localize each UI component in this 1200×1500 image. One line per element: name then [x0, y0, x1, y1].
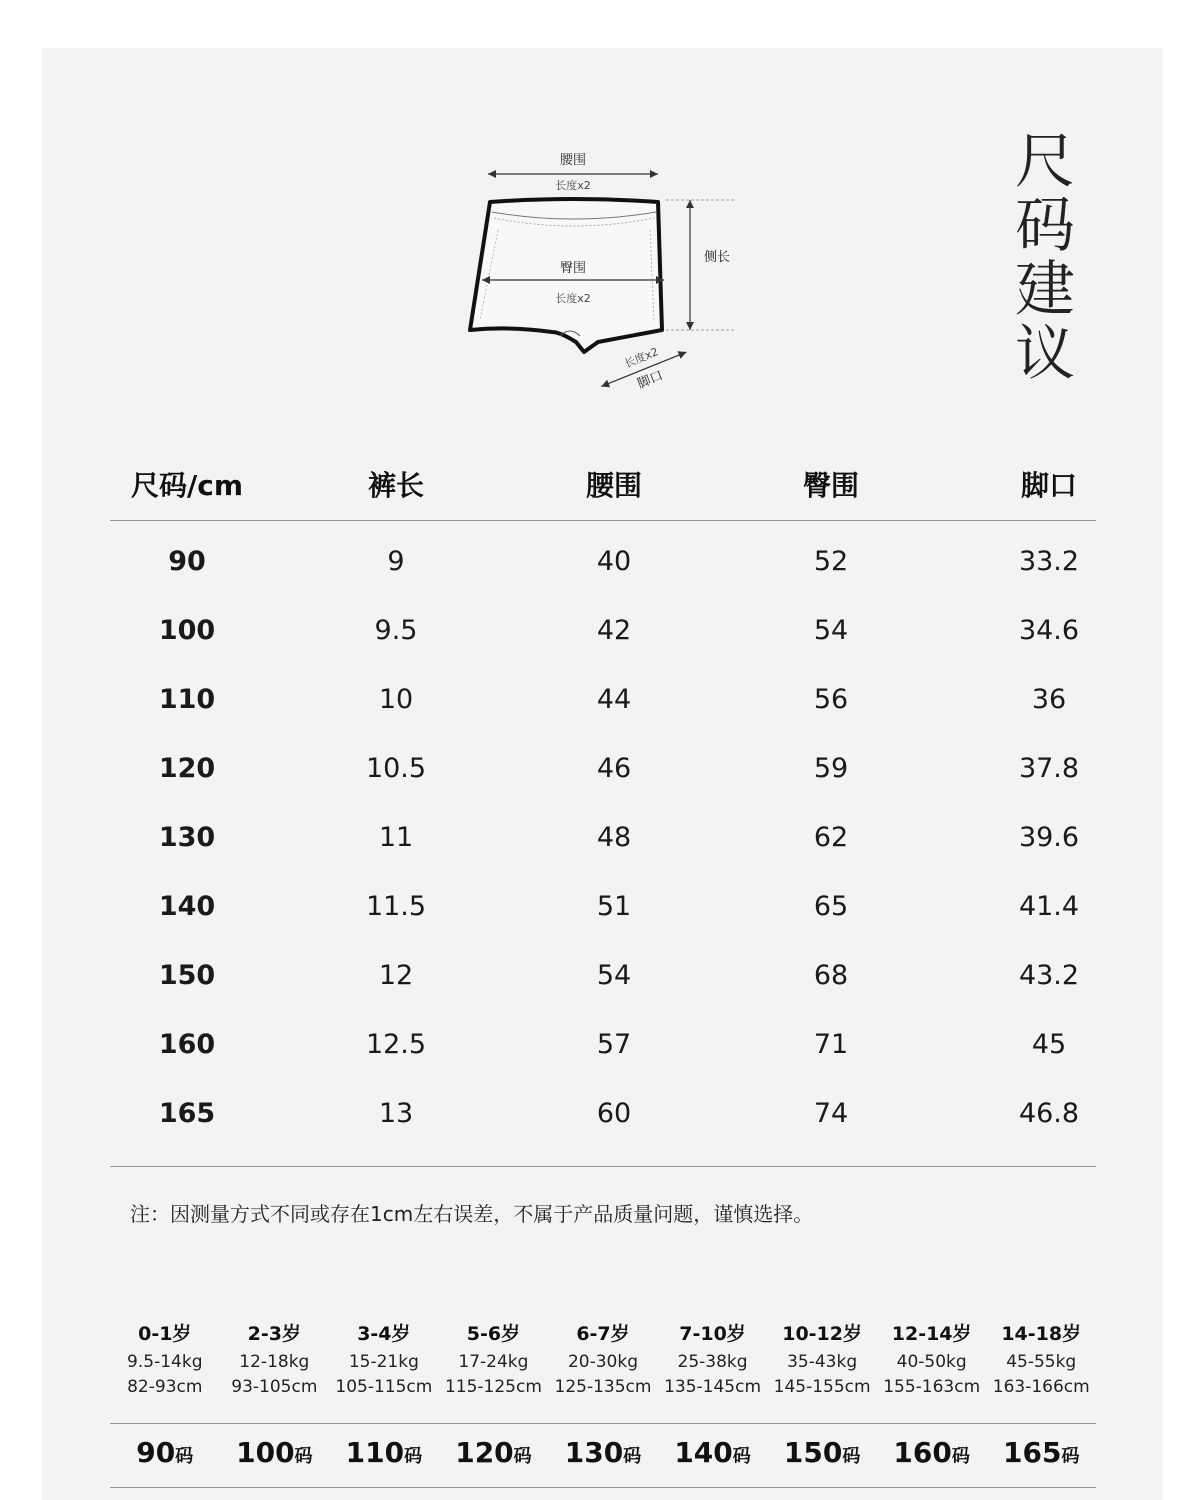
age-guide	[110, 1318, 1096, 1488]
cell-size: 110	[158, 684, 216, 715]
cell-waist: 40	[596, 546, 632, 577]
cell-size: 150	[158, 960, 216, 991]
page-title	[1012, 127, 1078, 389]
cell-waist: 46	[596, 753, 632, 784]
cell-leg: 37.8	[1018, 753, 1080, 784]
age-divider-bottom	[110, 1487, 1096, 1488]
size-code-row	[110, 1436, 1096, 1476]
table-row	[110, 822, 1096, 862]
cell-hip: 71	[813, 1029, 849, 1060]
waist-label: 腰围	[559, 153, 587, 168]
note-text: 注：因测量方式不同或存在1cm左右误差，不属于产品质量问题，谨慎选择。	[130, 1202, 814, 1226]
table-header	[110, 448, 1096, 521]
cell-length: 10.5	[365, 753, 427, 784]
age-divider-top	[110, 1423, 1096, 1424]
height-range: 135-145cm	[664, 1377, 762, 1397]
age-label: 10-12岁	[782, 1323, 862, 1345]
cell-length: 11.5	[365, 891, 427, 922]
cell-hip: 65	[813, 891, 849, 922]
age-column	[658, 1318, 768, 1400]
height-range: 93-105cm	[231, 1377, 318, 1397]
height-range: 82-93cm	[127, 1377, 203, 1397]
waist-sub-label: 长度x2	[555, 179, 591, 192]
age-label: 0-1岁	[138, 1323, 192, 1345]
table-row	[110, 1098, 1096, 1138]
title-char: 码	[1015, 191, 1075, 261]
size-code-number: 120	[455, 1436, 514, 1469]
age-label: 14-18岁	[1001, 1323, 1082, 1345]
age-column	[219, 1318, 329, 1400]
cell-size: 165	[158, 1098, 216, 1129]
age-column	[548, 1318, 658, 1400]
weight-range: 35-43kg	[787, 1352, 858, 1372]
table-row	[110, 753, 1096, 793]
age-label: 2-3岁	[247, 1323, 301, 1345]
side-label: 侧长	[703, 250, 731, 265]
size-code	[136, 1436, 193, 1469]
cell-leg: 36	[1031, 684, 1067, 715]
height-range: 125-135cm	[554, 1377, 652, 1397]
table-row	[110, 684, 1096, 724]
cell-hip: 52	[813, 546, 849, 577]
cell-length: 9.5	[374, 615, 418, 646]
size-code-unit: 码	[623, 1446, 642, 1467]
age-label: 5-6岁	[466, 1323, 521, 1345]
size-code	[784, 1436, 860, 1469]
age-label: 12-14岁	[891, 1323, 972, 1345]
size-code-number: 165	[1002, 1436, 1062, 1469]
age-row	[110, 1318, 1096, 1418]
cell-waist: 57	[596, 1029, 632, 1060]
cell-size: 120	[158, 753, 216, 784]
cell-leg: 46.8	[1018, 1098, 1080, 1129]
shorts-diagram	[440, 140, 760, 410]
cell-leg: 41.4	[1018, 891, 1080, 922]
cell-hip: 74	[813, 1098, 849, 1129]
weight-range: 15-21kg	[348, 1352, 419, 1372]
height-range: 145-155cm	[773, 1377, 871, 1397]
weight-range: 12-18kg	[239, 1352, 310, 1372]
size-code-number: 130	[564, 1436, 624, 1469]
header-leg: 脚口	[1020, 469, 1078, 502]
height-range: 155-163cm	[883, 1377, 981, 1397]
size-code-number: 160	[893, 1436, 952, 1469]
weight-range: 25-38kg	[677, 1352, 748, 1372]
age-column	[438, 1318, 548, 1400]
cell-leg: 43.2	[1018, 960, 1080, 991]
cell-length: 9	[387, 546, 405, 577]
title-char: 尺	[1015, 127, 1075, 197]
size-code-unit: 码	[294, 1446, 313, 1467]
size-code-number: 100	[236, 1436, 295, 1469]
leg-sub-label: 长度x2	[622, 345, 661, 371]
cell-length: 11	[378, 822, 414, 853]
height-range: 115-125cm	[444, 1377, 542, 1397]
cell-waist: 44	[596, 684, 632, 715]
cell-hip: 56	[813, 684, 849, 715]
table-body	[110, 521, 1096, 1167]
age-label: 3-4岁	[357, 1323, 411, 1345]
size-code-unit: 码	[842, 1446, 861, 1467]
size-code	[346, 1436, 422, 1469]
weight-range: 17-24kg	[458, 1352, 529, 1372]
size-code-unit: 码	[404, 1446, 423, 1467]
cell-leg: 34.6	[1018, 615, 1080, 646]
cell-length: 12.5	[365, 1029, 427, 1060]
cell-waist: 51	[596, 891, 632, 922]
leg-arrow-left-icon	[600, 380, 610, 390]
cell-size: 160	[158, 1029, 216, 1060]
header-waist: 腰围	[585, 469, 643, 502]
cell-hip: 59	[813, 753, 849, 784]
size-code-number: 110	[345, 1436, 405, 1469]
size-code-unit: 码	[732, 1446, 751, 1467]
size-code-number: 140	[674, 1436, 733, 1469]
table-row	[110, 960, 1096, 1000]
age-column	[329, 1318, 439, 1400]
side-arrow-top-icon	[686, 200, 694, 208]
cell-hip: 54	[813, 615, 849, 646]
weight-range: 9.5-14kg	[127, 1352, 203, 1372]
cell-length: 12	[378, 960, 414, 991]
cell-leg: 33.2	[1018, 546, 1080, 577]
cell-waist: 54	[596, 960, 632, 991]
hip-label: 臀围	[559, 261, 587, 276]
header-length: 裤长	[367, 469, 425, 502]
size-code	[565, 1436, 641, 1469]
cell-hip: 62	[813, 822, 849, 853]
cell-size: 90	[168, 546, 206, 577]
size-code-unit: 码	[1061, 1446, 1080, 1467]
size-code	[455, 1436, 531, 1469]
cell-leg: 39.6	[1018, 822, 1080, 853]
hip-sub-label: 长度x2	[555, 292, 591, 305]
waist-arrow-right-icon	[650, 170, 658, 178]
table-row	[110, 891, 1096, 931]
height-range: 105-115cm	[335, 1377, 433, 1397]
size-code	[1003, 1436, 1079, 1469]
cell-waist: 60	[596, 1098, 632, 1129]
size-code	[893, 1436, 969, 1469]
age-label: 6-7岁	[576, 1323, 630, 1345]
age-column	[877, 1318, 987, 1400]
weight-range: 20-30kg	[567, 1352, 639, 1372]
table-row	[110, 1029, 1096, 1069]
size-code	[674, 1436, 750, 1469]
waist-arrow-left-icon	[488, 170, 496, 178]
size-code-number: 90	[136, 1436, 176, 1469]
cell-length: 10	[378, 684, 414, 715]
size-code-unit: 码	[951, 1446, 970, 1467]
size-code	[236, 1436, 312, 1469]
height-range: 163-166cm	[992, 1377, 1090, 1397]
header-size: 尺码/cm	[130, 469, 244, 502]
title-char: 建	[1015, 255, 1075, 325]
size-table	[110, 448, 1096, 1167]
leg-label: 脚口	[635, 368, 666, 392]
age-column	[110, 1318, 220, 1400]
weight-range: 40-50kg	[896, 1352, 967, 1372]
age-column	[767, 1318, 877, 1400]
size-code-number: 150	[783, 1436, 843, 1469]
side-arrow-bottom-icon	[686, 322, 694, 330]
cell-waist: 48	[596, 822, 632, 853]
cell-waist: 42	[596, 615, 632, 646]
table-row	[110, 615, 1096, 655]
cell-leg: 45	[1031, 1029, 1067, 1060]
age-label: 7-10岁	[679, 1323, 746, 1345]
table-row	[110, 546, 1096, 586]
cell-size: 100	[158, 615, 216, 646]
cell-hip: 68	[813, 960, 849, 991]
weight-range: 45-55kg	[1006, 1352, 1077, 1372]
title-char: 议	[1015, 319, 1075, 389]
leg-arrow-right-icon	[678, 348, 688, 358]
cell-length: 13	[378, 1098, 414, 1129]
age-column	[986, 1318, 1096, 1400]
size-code-unit: 码	[513, 1446, 532, 1467]
size-code-unit: 码	[175, 1446, 194, 1467]
shorts-diagram-svg	[440, 140, 760, 410]
cell-size: 130	[158, 822, 216, 853]
cell-size: 140	[158, 891, 216, 922]
header-hip: 臀围	[802, 469, 860, 502]
